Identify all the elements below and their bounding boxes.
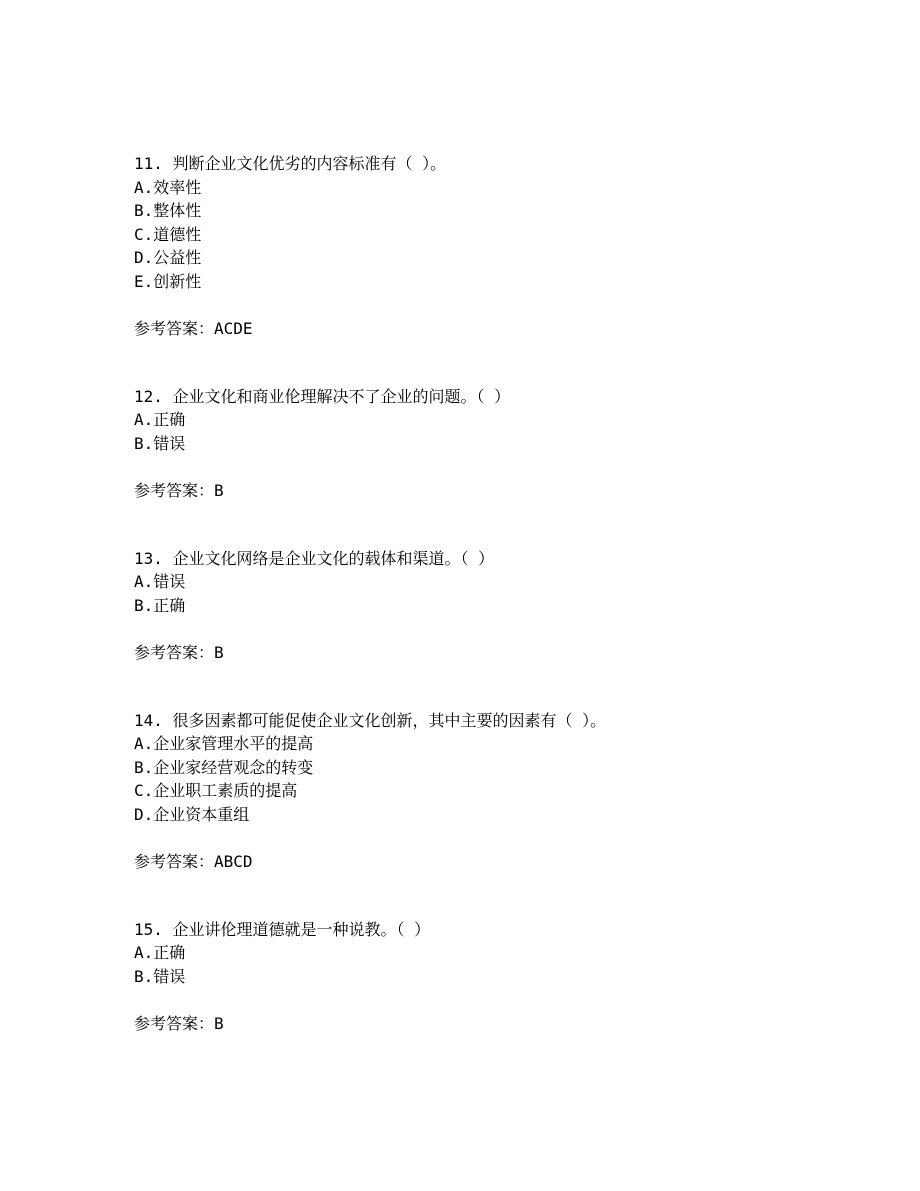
reference-answer: 参考答案：B <box>134 481 224 500</box>
option-a: A.错误 <box>134 572 186 591</box>
question-13 <box>134 547 874 665</box>
question-11 <box>134 152 874 341</box>
question-stem: 14. 很多因素都可能促使企业文化创新，其中主要的因素有（ ）。 <box>134 710 607 730</box>
question-15 <box>134 918 874 1036</box>
reference-answer: 参考答案：B <box>134 1014 224 1033</box>
option-c: C.企业职工素质的提高 <box>134 781 298 800</box>
question-stem: 15. 企业讲伦理道德就是一种说教。（ ） <box>134 919 431 939</box>
option-c: C.道德性 <box>134 224 202 244</box>
option-b: B.企业家经营观念的转变 <box>134 757 314 777</box>
option-a: A.企业家管理水平的提高 <box>134 734 314 753</box>
question-14 <box>134 709 874 874</box>
question-12 <box>134 385 874 503</box>
reference-answer: 参考答案：ACDE <box>134 319 253 338</box>
reference-answer: 参考答案：B <box>134 643 224 662</box>
option-b: B.错误 <box>134 966 186 986</box>
option-b: B.整体性 <box>134 201 202 220</box>
option-d: D.企业资本重组 <box>134 804 250 824</box>
question-stem: 13. 企业文化网络是企业文化的载体和渠道。（ ） <box>134 548 495 568</box>
document-page <box>134 152 874 1036</box>
option-a: A.正确 <box>134 943 186 962</box>
question-stem: 11. 判断企业文化优劣的内容标准有（ ）。 <box>134 154 447 173</box>
option-d: D.公益性 <box>134 248 202 267</box>
question-stem: 12. 企业文化和商业伦理解决不了企业的问题。（ ） <box>134 386 511 406</box>
option-b: B.正确 <box>134 595 186 615</box>
option-a: A.正确 <box>134 410 186 429</box>
option-b: B.错误 <box>134 433 186 453</box>
option-a: A.效率性 <box>134 177 202 197</box>
reference-answer: 参考答案：ABCD <box>134 852 253 871</box>
option-e: E.创新性 <box>134 271 202 291</box>
